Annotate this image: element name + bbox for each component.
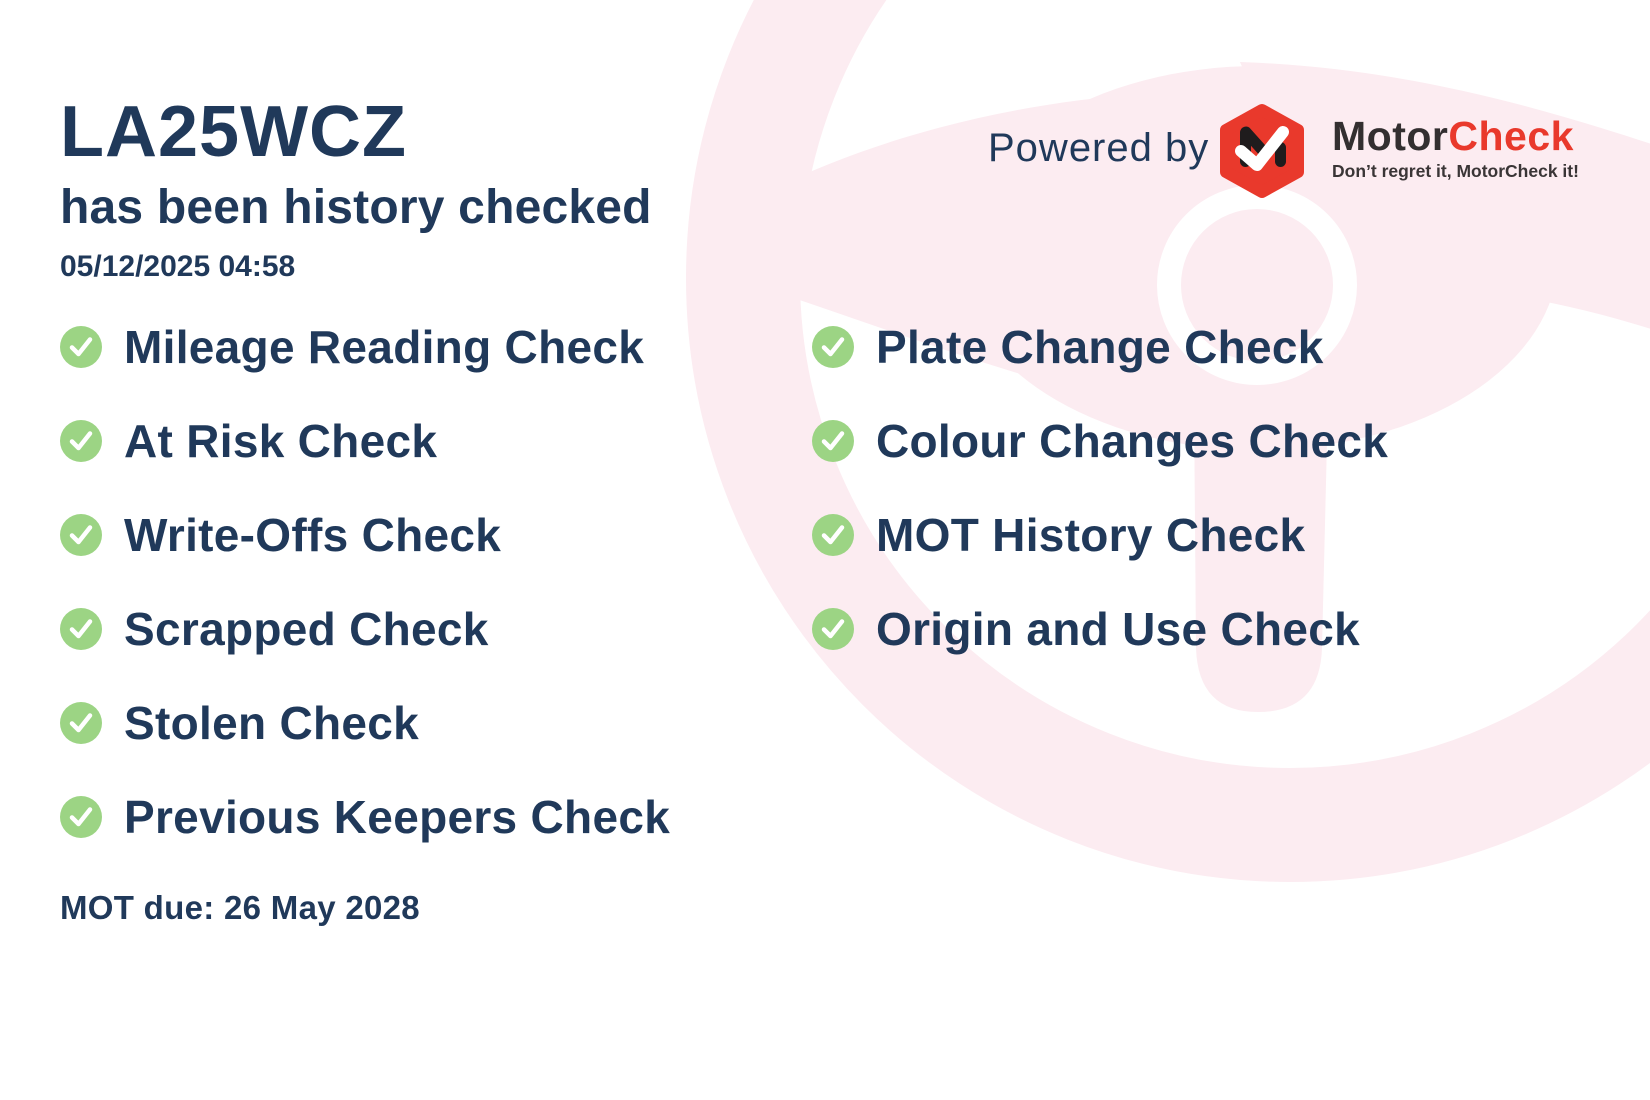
check-label: At Risk Check [124, 415, 438, 467]
check-label: MOT History Check [876, 509, 1306, 561]
check-circle-icon [812, 608, 854, 650]
check-circle-icon [60, 702, 102, 744]
check-circle-icon [812, 326, 854, 368]
check-label: Previous Keepers Check [124, 791, 671, 843]
check-circle-icon [60, 514, 102, 556]
check-label: Scrapped Check [124, 603, 489, 655]
check-circle-icon [812, 420, 854, 462]
brand-name [1332, 113, 1579, 159]
brand-tagline: Don’t regret it, MotorCheck it! [1332, 161, 1579, 181]
check-item [60, 603, 670, 655]
powered-by-label: Powered by [988, 126, 1210, 170]
check-item [60, 509, 670, 561]
brand-name-motor: Motor [1332, 113, 1449, 159]
check-item [60, 415, 670, 467]
check-item [812, 415, 1389, 467]
check-item [60, 697, 670, 749]
check-circle-icon [60, 326, 102, 368]
check-circle-icon [60, 420, 102, 462]
check-item [812, 603, 1388, 655]
brand-name-check: Check [1448, 113, 1574, 159]
page-subtitle: has been history checked [60, 181, 652, 234]
check-item [60, 791, 671, 843]
check-label: Plate Change Check [876, 321, 1324, 373]
mot-due-label: MOT due: 26 May 2028 [60, 889, 420, 926]
check-timestamp: 05/12/2025 04:58 [60, 250, 296, 283]
check-label: Colour Changes Check [876, 415, 1389, 467]
check-item [812, 509, 1388, 561]
check-label: Origin and Use Check [876, 603, 1361, 655]
check-circle-icon [60, 608, 102, 650]
check-circle-icon [812, 514, 854, 556]
check-label: Write-Offs Check [124, 509, 502, 561]
check-label: Stolen Check [124, 697, 420, 749]
registration-plate: LA25WCZ [60, 92, 407, 172]
header-block [60, 92, 652, 283]
check-item [812, 321, 1388, 373]
check-item [60, 321, 670, 373]
motorcheck-logo-icon [1219, 103, 1305, 199]
check-label: Mileage Reading Check [124, 321, 645, 373]
check-list-left [60, 321, 671, 890]
brand-text-block [1332, 113, 1579, 181]
check-list-right [812, 321, 1389, 702]
check-circle-icon [60, 796, 102, 838]
